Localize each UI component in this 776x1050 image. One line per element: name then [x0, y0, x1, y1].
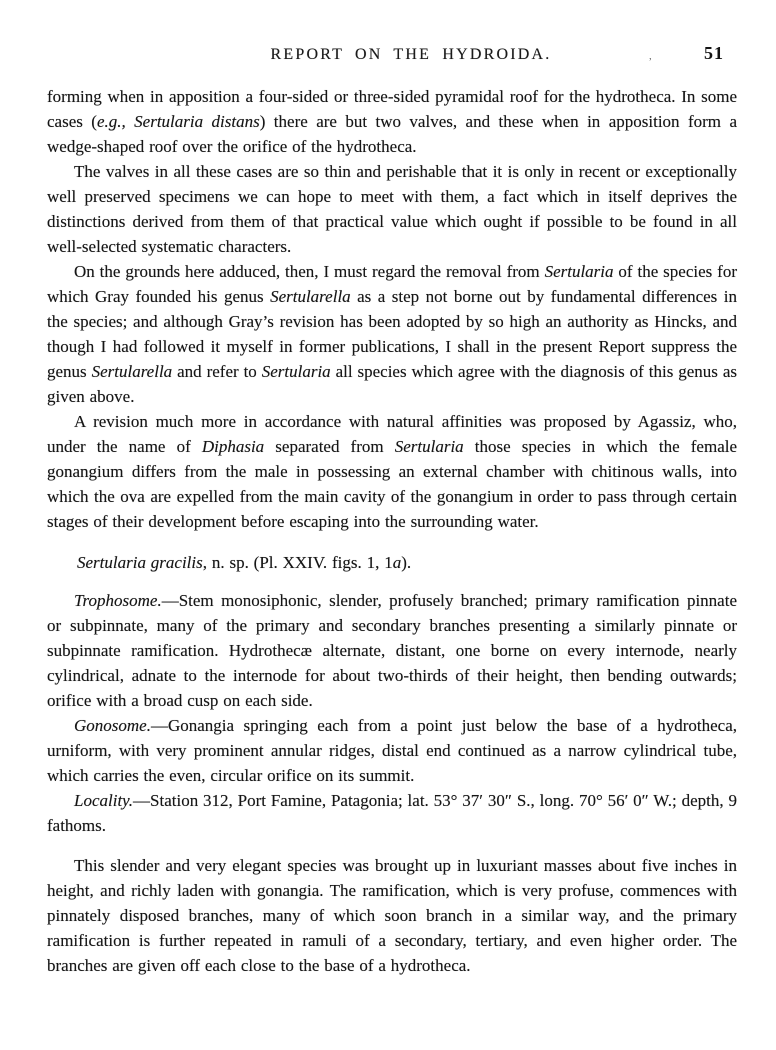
body-text: —Station 312, Port Famine, Patagonia; lat. 53° 37′ 30″ S., long. 70° 56′ 0″ W.; depth, 9 fathoms. [47, 791, 737, 835]
italic-text: Sertularia [544, 262, 614, 281]
body-text: This slender and very elegant species was brought up in luxuriant masses about five inches in height, and richly laden with gonangia. The ramification, which is very profuse, commences with pinnately disposed branches, many of which soon branch in a similar way, and the primary ramification is further repeated in ramuli of a secondary, tertiary, and even higher order. The branches are given off each close to the base of a hydrotheca. [47, 856, 737, 975]
paragraph-grounds [47, 259, 737, 409]
italic-text: Sertularella [270, 287, 351, 306]
body-text: , n. sp. (Pl. XXIV. figs. 1, 1 [202, 553, 393, 572]
paragraph-gonosome [47, 713, 737, 788]
italic-text: Sertularia [394, 437, 464, 456]
italic-text: Trophosome. [74, 591, 162, 610]
species-heading [47, 550, 737, 575]
body-text: and refer to [172, 362, 262, 381]
body-text: separated from [264, 437, 395, 456]
paragraph-continuation [47, 84, 737, 159]
body-text: —Gonangia springing each from a point just below the base of a hydrotheca, urniform, with very prominent annular ridges, distal end continued as a narrow cylindrical tube, which carries the even, circular orifice on its summit. [47, 716, 737, 785]
paragraph-revision [47, 409, 737, 534]
body-text: forming when in apposition a four-sided or three-sided pyramidal roof for the hydrotheca. In some cases ( [47, 87, 737, 131]
italic-text: Diphasia [201, 437, 265, 456]
page-number: 51 [704, 43, 724, 63]
body-text: —Stem monosiphonic, slender, profusely branched; primary ramification pinnate or subpinnate, many of the primary and secondary branches presenting a similarly pinnate or subpinnate ramification. Hydrothecæ alternate, distant, one borne on every internode, nearly cylindrical, adnate to the internode for about two-thirds of their height, then bending outwards; orifice with a broad cusp on each side. [47, 591, 737, 710]
body-text: those species in which the female gonangium differs from the male in possessing an external chamber with chitinous walls, into which the ova are expelled from the main cavity of the gonangium in order to pass through certain stages of their development before escaping into the surrounding water. [47, 437, 738, 531]
body-text: On the grounds here adduced, then, I must regard the removal from [74, 262, 545, 281]
text-body [47, 84, 737, 978]
page-title: REPORT ON THE HYDROIDA. [270, 46, 552, 63]
italic-text: Locality. [74, 791, 134, 810]
italic-text: Sertularella [91, 362, 173, 381]
body-text: all species which agree with the diagnosis of this genus as given above. [47, 362, 737, 406]
italic-text: Sertularia [261, 362, 331, 381]
ink-speck: , [649, 50, 652, 62]
paragraph-description [47, 853, 737, 978]
body-text: ) there are but two valves, and these when in apposition form a wedge-shaped roof over the orifice of the hydrotheca. [47, 112, 737, 156]
paragraph-locality [47, 788, 737, 838]
body-text: of the species for which Gray founded his genus [47, 262, 738, 306]
body-text: The valves in all these cases are so thin and perishable that it is only in recent or exceptionally well preserved specimens we can hope to meet with them, a fact which in itself deprives the distinctions derived from them of that practical value which ought if possible to be found in all well-selected systematic characters. [47, 162, 737, 256]
body-text: ). [401, 553, 412, 572]
running-head [47, 46, 737, 64]
italic-text: Sertularia gracilis [77, 553, 203, 572]
paragraph-trophosome [47, 588, 737, 713]
italic-text: e.g., Sertularia distans [96, 112, 260, 131]
italic-text: a [392, 553, 402, 572]
paragraph-valves [47, 159, 737, 259]
body-text: as a step not borne out by fundamental differences in the species; and although Gray’s revision has been adopted by so high an authority as Hincks, and though I had followed it myself in former publications, I shall in the present Report suppress the genus [47, 287, 737, 381]
body-text: A revision much more in accordance with natural affinities was proposed by Agassiz, who, under the name of [47, 412, 737, 456]
italic-text: Gonosome. [74, 716, 151, 735]
